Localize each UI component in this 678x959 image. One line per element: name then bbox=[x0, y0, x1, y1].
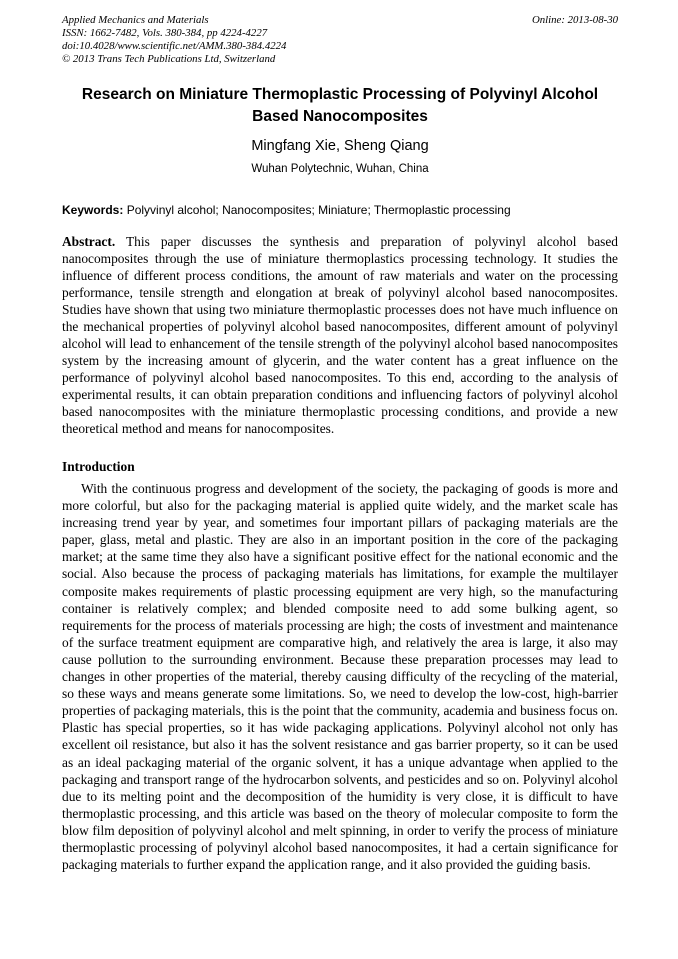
abstract-text: This paper discusses the synthesis and preparation of polyvinyl alcohol based nanocomposites through the use of miniature thermoplastics processing technology. It studies the influence of different process conditions, the amount of raw materials and water on the processing performance, tensile strength and elongation at break of polyvinyl alcohol based nanocomposites. Studies have shown that using two miniature thermoplastic processes does not have much influence on the mechanical properties of polyvinyl alcohol based nanocomposites, different amount of polyvinyl alcohol will lead to enhancement of the tensile strength of the polyvinyl alcohol based nanocomposites system by the increasing amount of glycerin, and the water content has a great influence on the performance of polyvinyl alcohol based nanocomposites. To this end, according to the analysis of experimental results, it can obtain preparation conditions and influencing factors of polyvinyl alcohol based nanocomposites with the miniature thermoplastic processing conditions, and provide a new theoretical method and means for nanocomposites. bbox=[62, 234, 618, 436]
paper-title bbox=[62, 84, 618, 128]
journal-info-block bbox=[62, 14, 286, 66]
abstract-label: Abstract. bbox=[62, 234, 116, 249]
doi-line: doi:10.4028/www.scientific.net/AMM.380-384.4224 bbox=[62, 40, 287, 52]
journal-name: Applied Mechanics and Materials bbox=[62, 14, 209, 26]
section-heading-introduction: Introduction bbox=[62, 459, 135, 474]
paper-title-line-1: Research on Miniature Thermoplastic Processing of Polyvinyl Alcohol bbox=[81, 86, 599, 103]
issn-line: ISSN: 1662-7482, Vols. 380-384, pp 4224-4227 bbox=[62, 27, 268, 39]
copyright-line: © 2013 Trans Tech Publications Ltd, Switzerland bbox=[62, 53, 276, 65]
keywords-line bbox=[62, 203, 618, 218]
introduction-paragraph: With the continuous progress and development of the society, the packaging of goods is more and more colorful, but also for the packaging material is applied quite widely, and the market scale has increasing trend year by year, and sometimes four important pillars of packaging materials are the paper, glass, metal and plastic. They are also in an important position in the core of the packaging market; at the same time they also have a significant positive effect for the national economic and the social. Also because the process of packaging materials has limitations, for example the multilayer composite makes requirements of plastic processing equipment are very high, so the manufacturing container is relatively complex; and blended composite need to add some bulking agent, so requirements for the process of materials processing are high; the costs of investment and maintenance of the surface treatment equipment are comparative high, and relatively the area is large, it also may cause pollution to the surrounding environment. Because these preparation processes may lead to changes in other properties of the material, thereby causing difficulty of the recycling of the material, so these ways and means generate some limitations. So, we need to develop the low-cost, high-barrier properties of packaging materials, this is the point that the community, academia and business focus on. Plastic has special properties, so it has wide packaging applications. Polyvinyl alcohol not only has excellent oil resistance, but also it has the solvent resistance and gas barrier property, so it can be used as an ideal packaging material of the organic solvent, it has a unique advantage when applied to the packaging and transport range of the hydrocarbon solvents, and pesticides and so on. Polyvinyl alcohol due to its melting point and the decomposition of the humidity is very close, it is difficult to have thermoplastic processing, and this article was based on the theory of molecular composite to form the blow film deposition of polyvinyl alcohol and melt spinning, in order to verify the process of miniature thermoplastic processing of polyvinyl alcohol based nanocomposites, it had a certain significance for packaging materials to further expand the application range, and it also provided the guiding basis. bbox=[62, 481, 618, 873]
keywords-text: Polyvinyl alcohol; Nanocomposites; Miniature; Thermoplastic processing bbox=[126, 203, 511, 217]
affiliation: Wuhan Polytechnic, Wuhan, China bbox=[251, 163, 429, 175]
abstract-paragraph bbox=[62, 233, 618, 437]
paper-title-line-2: Based Nanocomposites bbox=[252, 108, 428, 125]
authors: Mingfang Xie, Sheng Qiang bbox=[251, 138, 429, 154]
journal-header bbox=[62, 14, 618, 66]
online-date: Online: 2013-08-30 bbox=[531, 14, 618, 26]
keywords-label: Keywords: bbox=[62, 203, 124, 217]
